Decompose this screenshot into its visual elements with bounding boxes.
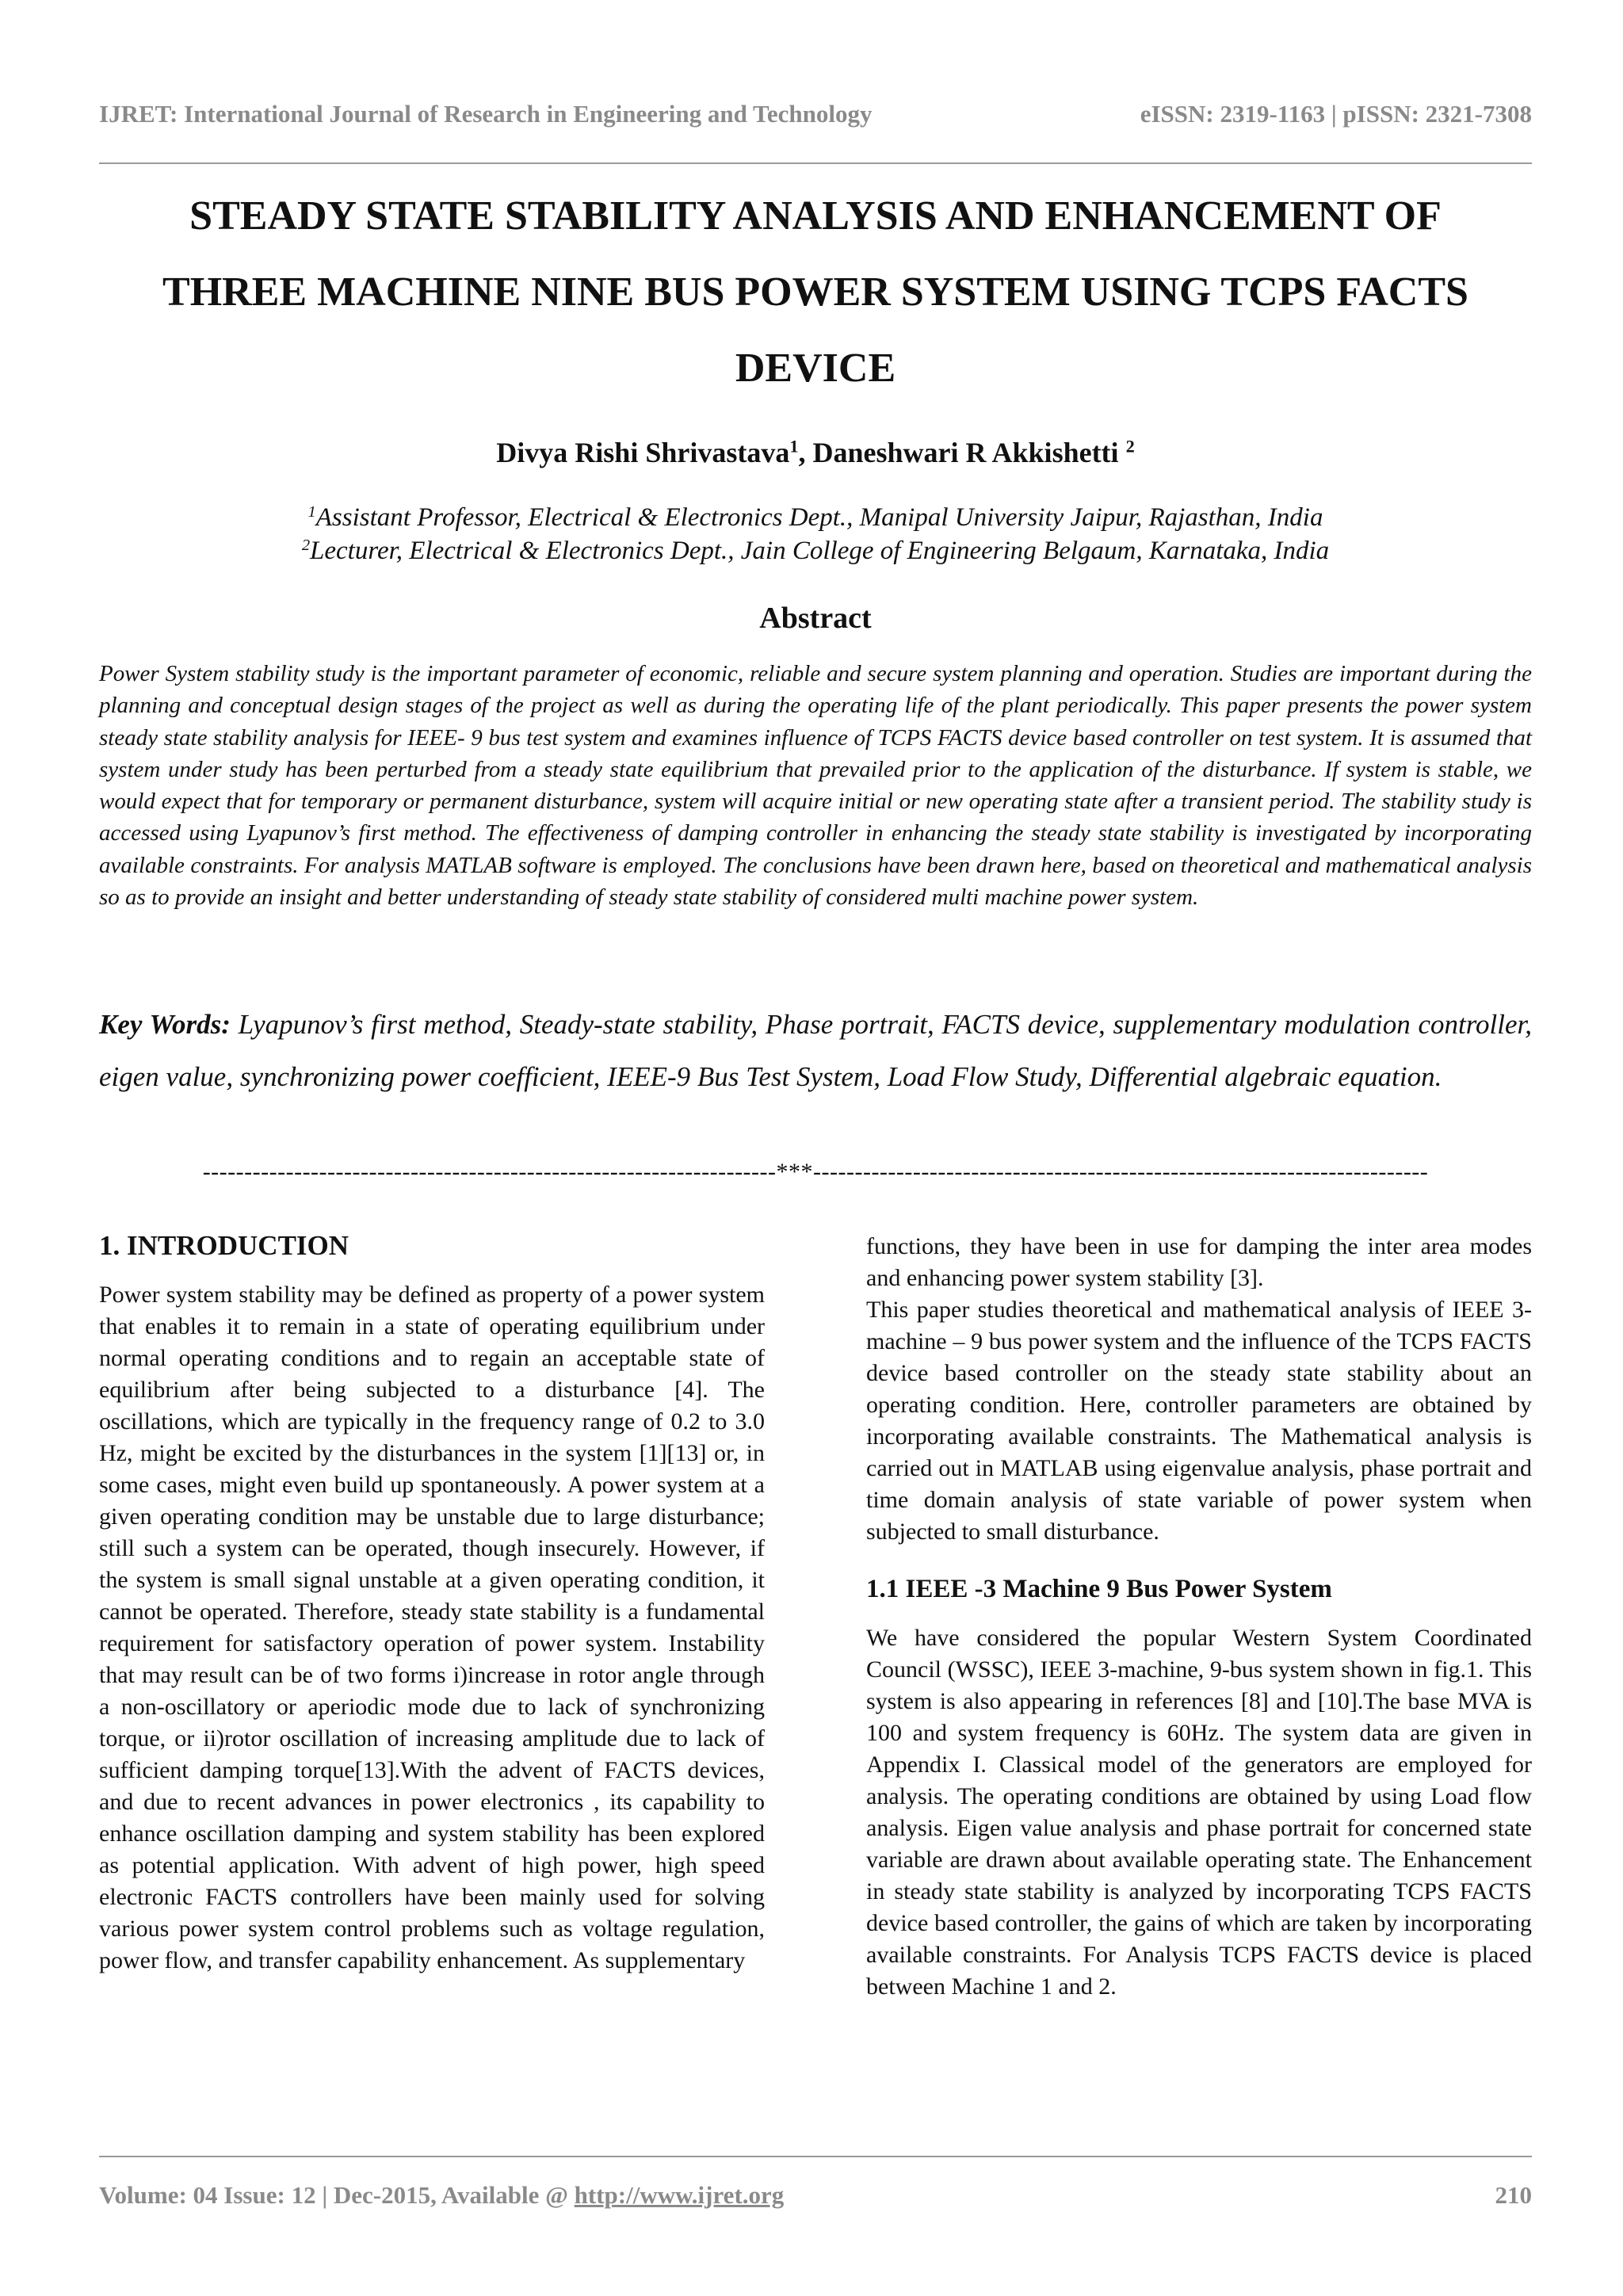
affiliation-1-text: Assistant Professor, Electrical & Electronics Dept., Manipal University Jaipur, Rajasthan, India bbox=[315, 503, 1323, 532]
affiliation-2-marker: 2 bbox=[301, 536, 311, 554]
author-list bbox=[99, 436, 1532, 469]
page-number: 210 bbox=[1495, 2181, 1532, 2209]
affiliation-1-marker: 1 bbox=[307, 502, 316, 521]
keywords bbox=[99, 999, 1532, 1103]
title-line-2: THREE MACHINE NINE BUS POWER SYSTEM USING TCPS FACTS bbox=[162, 269, 1468, 315]
affiliations bbox=[99, 501, 1532, 567]
right-column bbox=[866, 1231, 1532, 2003]
author-2-marker: 2 bbox=[1125, 436, 1135, 457]
author-1-marker: 1 bbox=[789, 436, 799, 457]
affiliation-2-text: Lecturer, Electrical & Electronics Dept., Jain College of Engineering Belgaum, Karnataka, India bbox=[310, 537, 1330, 565]
subsection-heading: 1.1 IEEE -3 Machine 9 Bus Power System bbox=[866, 1575, 1332, 1603]
author-1: Divya Rishi Shrivastava bbox=[496, 437, 790, 468]
section-separator: ---------------------------------------------------------------------***-------------------------------------------------------------------------- bbox=[202, 1159, 1429, 1185]
paper-title bbox=[99, 178, 1532, 407]
keywords-label: Key Words: bbox=[99, 1009, 231, 1040]
author-separator: , bbox=[798, 437, 813, 468]
affiliation-2 bbox=[99, 534, 1532, 567]
page-footer bbox=[99, 2181, 1532, 2210]
author-2: Daneshwari R Akkishetti bbox=[812, 437, 1119, 468]
abstract-text: Power System stability study is the important parameter of economic, reliable and secure system planning and operation. Studies are important during the planning and conceptual design stages of the project as well as during the operating life of the plant periodically. This paper presents the power system steady state stability analysis for IEEE- 9 bus test system and examines influence of TCPS FACTS device based controller on test system. It is assumed that system under study has been perturbed from a steady state equilibrium that prevailed prior to the application of the disturbance. If system is stable, we would expect that for temporary or permanent disturbance, system will acquire initial or new operating state after a transient period. The stability study is accessed using Lyapunov’s first method. The effectiveness of damping controller in enhancing the steady state stability is investigated by incorporating available constraints. For analysis MATLAB software is employed. The conclusions have been drawn here, based on theoretical and mathematical analysis so as to provide an insight and better understanding of steady state stability of considered multi machine power system. bbox=[99, 661, 1532, 911]
title-line-1: STEADY STATE STABILITY ANALYSIS AND ENHANCEMENT OF bbox=[189, 193, 1442, 239]
right-paragraph-2: This paper studies theoretical and mathematical analysis of IEEE 3- machine – 9 bus power system and the influence of the TCPS FACTS device based controller on the steady state stability about an operating condition. Here, controller parameters are obtained by incorporating available constraints. The Mathematical analysis is carried out in MATLAB using eigenvalue analysis, phase portrait and time domain analysis of state variable of power system when subjected to small disturbance. bbox=[866, 1297, 1532, 1545]
abstract-heading: Abstract bbox=[759, 602, 872, 635]
journal-link[interactable]: http://www.ijret.org bbox=[574, 2181, 785, 2209]
title-line-3: DEVICE bbox=[735, 346, 896, 391]
issn-info: eISSN: 2319-1163 | pISSN: 2321-7308 bbox=[1140, 100, 1532, 128]
affiliation-1 bbox=[99, 501, 1532, 534]
journal-name: IJRET: International Journal of Research in Engineering and Technology bbox=[99, 100, 873, 128]
left-column bbox=[99, 1230, 765, 1977]
introduction-heading: 1. INTRODUCTION bbox=[99, 1230, 349, 1261]
footer-volume-text: Volume: 04 Issue: 12 | Dec-2015, Available @ bbox=[99, 2181, 575, 2209]
introduction-paragraph: Power system stability may be defined as property of a power system that enables it to remain in a state of operating equilibrium under normal operating conditions and to regain an acceptable state of equilibrium after being subjected to a disturbance [4]. The oscillations, which are typically in the frequency range of 0.2 to 3.0 Hz, might be excited by the disturbances in the system [1][13] or, in some cases, might even build up spontaneously. A power system at a given operating condition may be unstable due to large disturbance; still such a system can be operated, though insecurely. However, if the system is small signal unstable at a given operating condition, it cannot be operated. Therefore, steady state stability is a fundamental requirement for satisfactory operation of power system. Instability that may result can be of two forms i)increase in rotor angle through a non-oscillatory or aperiodic mode due to lack of synchronizing torque, or ii)rotor oscillation of increasing amplitude due to lack of sufficient damping torque[13].With the advent of FACTS devices, and due to recent advances in power electronics , its capability to enhance oscillation damping and system stability has been explored as potential application. With advent of high power, high speed electronic FACTS controllers have been mainly used for solving various power system control problems such as voltage regulation, power flow, and transfer capability enhancement. As supplementary bbox=[99, 1282, 765, 1973]
running-header bbox=[99, 100, 1532, 128]
footer-divider bbox=[99, 2156, 1532, 2157]
keywords-text: Lyapunov’s first method, Steady-state stability, Phase portrait, FACTS device, supplementary modulation controller, eigen value, synchronizing power coefficient, IEEE-9 Bus Test System, Load Flow Study, Differential algebraic equation. bbox=[99, 1009, 1533, 1092]
right-paragraph-1: functions, they have been in use for damping the inter area modes and enhancing power system stability [3]. bbox=[866, 1233, 1532, 1291]
header-divider bbox=[99, 162, 1532, 164]
footer-volume bbox=[99, 2181, 784, 2210]
right-paragraph-3: We have considered the popular Western System Coordinated Council (WSSC), IEEE 3-machine, 9-bus system shown in fig.1. This system is also appearing in references [8] and [10].The base MVA is 100 and system frequency is 60Hz. The system data are given in Appendix I. Classical model of the generators are employed for analysis. The operating conditions are obtained by using Load flow analysis. Eigen value analysis and phase portrait for concerned state variable are drawn about available operating state. The Enhancement in steady state stability is analyzed by incorporating TCPS FACTS device based controller, the gains of which are taken by incorporating available constraints. For Analysis TCPS FACTS device is placed between Machine 1 and 2. bbox=[866, 1625, 1532, 2000]
